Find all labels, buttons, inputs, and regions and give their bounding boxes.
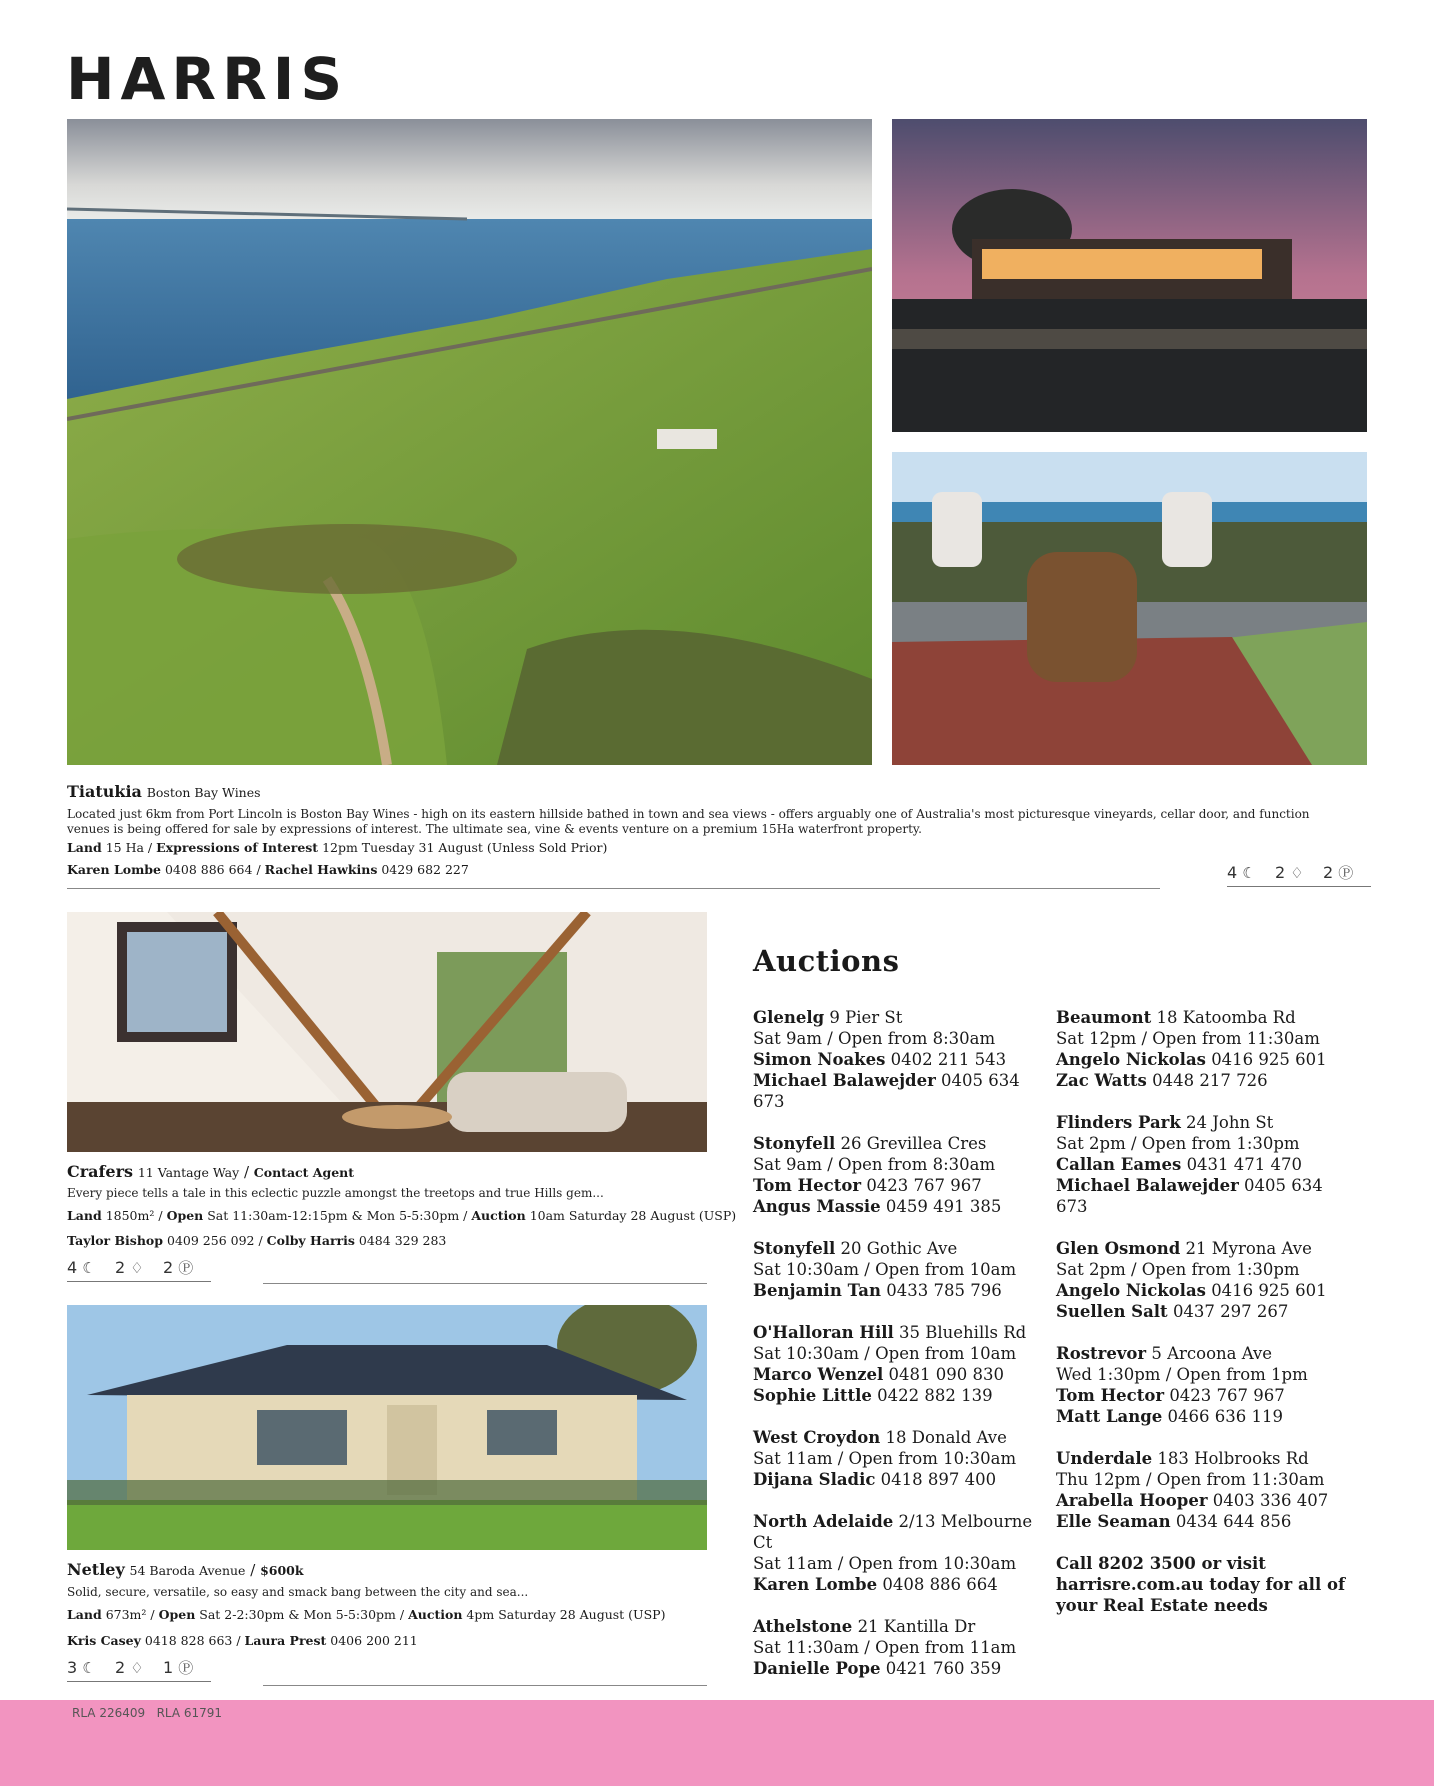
moon-icon: ☾ bbox=[82, 1258, 96, 1277]
auction-agent: Angus Massie 0459 491 385 bbox=[753, 1197, 1002, 1216]
crafers-sale-info: Land 1850m² / Open Sat 11:30am-12:15pm & Mon 5-5:30pm / Auction 10am Saturday 28 August (USP) bbox=[67, 1208, 737, 1223]
auction-time: Sat 2pm / Open from 1:30pm bbox=[1056, 1260, 1300, 1279]
auction-entry[interactable] bbox=[1056, 1343, 1356, 1427]
moon-icon: ☾ bbox=[82, 1658, 96, 1677]
drop-icon: ♢ bbox=[130, 1658, 144, 1677]
auction-agent: Danielle Pope 0421 760 359 bbox=[753, 1659, 1002, 1678]
auction-suburb[interactable]: North Adelaide bbox=[753, 1512, 894, 1531]
auction-entry[interactable] bbox=[753, 1427, 1053, 1490]
auction-suburb[interactable]: West Croydon bbox=[753, 1428, 881, 1447]
auction-time: Sat 9am / Open from 8:30am bbox=[753, 1155, 996, 1174]
auctions-right-column bbox=[1056, 1007, 1356, 1616]
feature-sale-info: Land 15 Ha / Expressions of Interest 12pm Tuesday 31 August (Unless Sold Prior) bbox=[67, 840, 608, 855]
cellar-door-dusk-photo[interactable] bbox=[892, 119, 1367, 432]
auction-address: 18 Katoomba Rd bbox=[1156, 1008, 1296, 1027]
netley-sale-info: Land 673m² / Open Sat 2-2:30pm & Mon 5-5:30pm / Auction 4pm Saturday 28 August (USP) bbox=[67, 1607, 666, 1622]
brand-logo[interactable]: HARRIS bbox=[66, 45, 349, 113]
auction-entry[interactable] bbox=[753, 1322, 1053, 1406]
footer-rla: RLA 226409 RLA 61791 bbox=[72, 1706, 223, 1720]
auction-agent: Suellen Salt 0437 297 267 bbox=[1056, 1302, 1289, 1321]
auction-address: 183 Holbrooks Rd bbox=[1157, 1449, 1309, 1468]
auction-address: 9 Pier St bbox=[829, 1008, 903, 1027]
auction-time: Sat 10:30am / Open from 10am bbox=[753, 1344, 1017, 1363]
divider bbox=[67, 888, 1160, 889]
auction-address: 35 Bluehills Rd bbox=[899, 1323, 1027, 1342]
auction-agent: Simon Noakes 0402 211 543 bbox=[753, 1050, 1007, 1069]
feature-features: 4 ☾ 2 ♢ 2 Ⓟ bbox=[1227, 862, 1371, 887]
auction-agent: Angelo Nickolas 0416 925 601 bbox=[1056, 1050, 1327, 1069]
vineyard-aerial-photo[interactable] bbox=[67, 119, 872, 765]
netley-description: Solid, secure, versatile, so easy and smack bang between the city and sea... bbox=[67, 1585, 529, 1599]
auction-entry[interactable] bbox=[1056, 1238, 1356, 1322]
auction-agent: Marco Wenzel 0481 090 830 bbox=[753, 1365, 1004, 1384]
crafers-description: Every piece tells a tale in this eclectic puzzle amongst the treetops and true Hills gem... bbox=[67, 1186, 604, 1200]
auction-entry[interactable] bbox=[753, 1511, 1053, 1595]
auction-agent: Benjamin Tan 0433 785 796 bbox=[753, 1281, 1002, 1300]
feature-description: Located just 6km from Port Lincoln is Boston Bay Wines - high on its eastern hillside bathed in town and sea views - offers arguably one of Australia's most picturesque vineyards, cellar door, and function venues is being offered for sale by expressions of interest. The ultimate sea, vine & events venture on a premium 15Ha waterfront property. bbox=[67, 807, 1310, 836]
feature-name[interactable]: Tiatukia bbox=[67, 782, 142, 801]
auction-agent: Tom Hector 0423 767 967 bbox=[753, 1176, 982, 1195]
barrel-table-photo[interactable] bbox=[892, 452, 1367, 765]
auction-agent: Callan Eames 0431 471 470 bbox=[1056, 1155, 1303, 1174]
auction-address: 24 John St bbox=[1186, 1113, 1274, 1132]
auction-suburb[interactable]: Rostrevor bbox=[1056, 1344, 1147, 1363]
feature-subtitle: Boston Bay Wines bbox=[146, 785, 261, 800]
crafers-agents: Taylor Bishop 0409 256 092 / Colby Harris 0484 329 283 bbox=[67, 1233, 447, 1248]
parking-icon: Ⓟ bbox=[1338, 864, 1354, 882]
auctions-heading: Auctions bbox=[753, 944, 900, 978]
netley-house-photo[interactable] bbox=[67, 1305, 707, 1550]
divider bbox=[263, 1685, 707, 1686]
auction-suburb[interactable]: Stonyfell bbox=[753, 1239, 836, 1258]
auction-agent: Arabella Hooper 0403 336 407 bbox=[1056, 1491, 1329, 1510]
auction-time: Sat 11am / Open from 10:30am bbox=[753, 1449, 1017, 1468]
netley-features: 3 ☾ 2 ♢ 1 Ⓟ bbox=[67, 1657, 211, 1682]
crafers-suburb[interactable]: Crafers bbox=[67, 1162, 134, 1181]
auction-agent: Matt Lange 0466 636 119 bbox=[1056, 1407, 1283, 1426]
auction-agent: Sophie Little 0422 882 139 bbox=[753, 1386, 993, 1405]
auction-time: Sat 10:30am / Open from 10am bbox=[753, 1260, 1017, 1279]
auction-suburb[interactable]: Beaumont bbox=[1056, 1008, 1152, 1027]
auction-suburb[interactable]: O'Halloran Hill bbox=[753, 1323, 894, 1342]
crafers-features: 4 ☾ 2 ♢ 2 Ⓟ bbox=[67, 1257, 211, 1282]
netley-title: Netley 54 Baroda Avenue / $600k bbox=[67, 1560, 304, 1579]
auction-entry[interactable] bbox=[1056, 1007, 1356, 1091]
auction-suburb[interactable]: Glen Osmond bbox=[1056, 1239, 1181, 1258]
netley-agents: Kris Casey 0418 828 663 / Laura Prest 0406 200 211 bbox=[67, 1633, 418, 1648]
auction-entry[interactable] bbox=[1056, 1448, 1356, 1532]
feature-title bbox=[67, 782, 1347, 803]
auctions-left-column bbox=[753, 1007, 1053, 1700]
feature-agents: Karen Lombe 0408 886 664 / Rachel Hawkins 0429 682 227 bbox=[67, 862, 469, 877]
moon-icon: ☾ bbox=[1242, 863, 1256, 882]
drop-icon: ♢ bbox=[130, 1258, 144, 1277]
auction-suburb[interactable]: Underdale bbox=[1056, 1449, 1153, 1468]
auction-address: 5 Arcoona Ave bbox=[1151, 1344, 1273, 1363]
auction-address: 21 Myrona Ave bbox=[1185, 1239, 1312, 1258]
parking-icon: Ⓟ bbox=[178, 1659, 194, 1677]
crafers-title: Crafers 11 Vantage Way / Contact Agent bbox=[67, 1162, 355, 1181]
divider bbox=[263, 1283, 707, 1284]
auction-agent: Elle Seaman 0434 644 856 bbox=[1056, 1512, 1292, 1531]
auction-entry[interactable] bbox=[1056, 1112, 1356, 1217]
auction-time: Thu 12pm / Open from 11:30am bbox=[1056, 1470, 1325, 1489]
auction-entry[interactable] bbox=[753, 1133, 1053, 1217]
auction-suburb[interactable]: Stonyfell bbox=[753, 1134, 836, 1153]
auction-address: 2/13 Melbourne Ct bbox=[753, 1512, 1033, 1552]
auction-address: 18 Donald Ave bbox=[885, 1428, 1007, 1447]
auction-time: Sat 11am / Open from 10:30am bbox=[753, 1554, 1017, 1573]
auction-suburb[interactable]: Athelstone bbox=[753, 1617, 853, 1636]
crafers-interior-photo[interactable] bbox=[67, 912, 707, 1152]
auction-time: Sat 12pm / Open from 11:30am bbox=[1056, 1029, 1320, 1048]
auction-address: 26 Grevillea Cres bbox=[840, 1134, 987, 1153]
auction-suburb[interactable]: Flinders Park bbox=[1056, 1113, 1181, 1132]
auction-address: 21 Kantilla Dr bbox=[857, 1617, 976, 1636]
auction-time: Sat 2pm / Open from 1:30pm bbox=[1056, 1134, 1300, 1153]
auction-time: Wed 1:30pm / Open from 1pm bbox=[1056, 1365, 1308, 1384]
auction-entry[interactable] bbox=[753, 1007, 1053, 1112]
auction-entry[interactable] bbox=[753, 1238, 1053, 1301]
auction-agent: Angelo Nickolas 0416 925 601 bbox=[1056, 1281, 1327, 1300]
auction-agent: Michael Balawejder 0405 634 673 bbox=[753, 1071, 1020, 1111]
auction-agent: Tom Hector 0423 767 967 bbox=[1056, 1386, 1285, 1405]
auction-time: Sat 9am / Open from 8:30am bbox=[753, 1029, 996, 1048]
auction-agent: Dijana Sladic 0418 897 400 bbox=[753, 1470, 997, 1489]
auction-suburb[interactable]: Glenelg bbox=[753, 1008, 825, 1027]
drop-icon: ♢ bbox=[1290, 863, 1304, 882]
auction-agent: Michael Balawejder 0405 634 673 bbox=[1056, 1176, 1323, 1216]
parking-icon: Ⓟ bbox=[178, 1259, 194, 1277]
auction-time: Sat 11:30am / Open from 11am bbox=[753, 1638, 1017, 1657]
call-to-action[interactable]: Call 8202 3500 or visit harrisre.com.au today for all of your Real Estate needs bbox=[1056, 1554, 1346, 1615]
auction-address: 20 Gothic Ave bbox=[840, 1239, 958, 1258]
auction-agent: Karen Lombe 0408 886 664 bbox=[753, 1575, 998, 1594]
auction-agent: Zac Watts 0448 217 726 bbox=[1056, 1071, 1268, 1090]
auction-entry[interactable] bbox=[753, 1616, 1053, 1679]
netley-suburb[interactable]: Netley bbox=[67, 1560, 125, 1579]
